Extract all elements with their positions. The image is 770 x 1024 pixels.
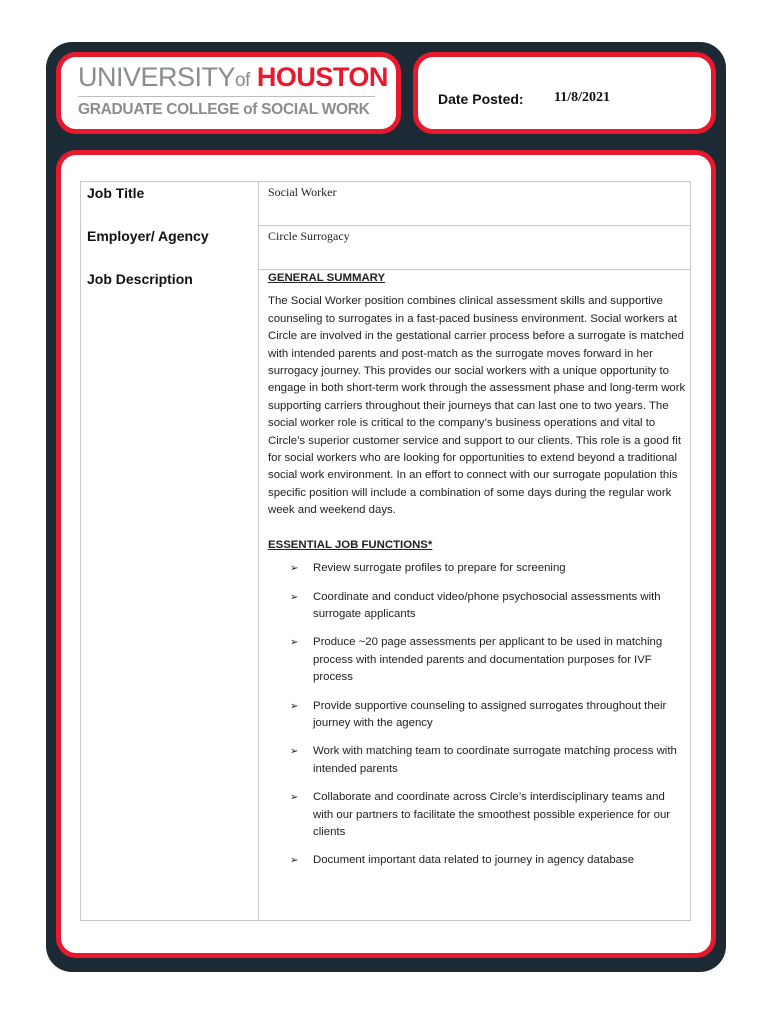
date-posted-value: 11/8/2021 <box>554 90 611 105</box>
list-item: ➢ Work with matching team to coordinate surrogate matching process with intended parents <box>290 745 677 775</box>
row-divider <box>258 225 690 226</box>
logo-university-text: UNIVERSITY <box>78 62 236 92</box>
essential-functions-heading: ESSENTIAL JOB FUNCTIONS* <box>268 538 433 551</box>
arrow-bullet-icon: ➢ <box>290 563 299 575</box>
column-divider <box>258 182 259 920</box>
job-title-value: Social Worker <box>268 185 337 199</box>
job-description-label: Job Description <box>87 271 193 287</box>
arrow-bullet-icon: ➢ <box>290 591 299 603</box>
list-item: ➢ Coordinate and conduct video/phone psychosocial assessments with surrogate applicants <box>290 590 661 620</box>
arrow-bullet-icon: ➢ <box>290 792 299 804</box>
logo-houston-text: HOUSTON <box>256 62 388 92</box>
university-logo <box>56 52 401 134</box>
general-summary-text: The Social Worker position combines clinical assessment skills and supportive counseling to surrogates in a fast-paced business environment. Social workers at Circle are involved in the gestational carrier process before a surrogate is matched with intended parents and post-match as the surrogate moves forward in her surrogacy journey. This provides our social workers with a unique opportunity to engage in both short-term work through the assessment phase and long-term work supporting carriers throughout their journeys that can last one to two years. The social worker role is critical to the company’s business operations and vital to Circle’s superior customer service and support to our clients. This role is a good fit for social workers who are looking for opportunities to extend beyond a traditional social work environment. In an effort to connect with our surrogate population this specific position will include a combination of some days during the regular work week and weekend days. <box>268 295 686 517</box>
arrow-bullet-icon: ➢ <box>290 746 299 758</box>
logo-wordmark <box>78 62 388 96</box>
date-panel <box>413 52 716 134</box>
list-item: ➢ Review surrogate profiles to prepare for screening <box>268 560 688 577</box>
arrow-bullet-icon: ➢ <box>290 637 299 649</box>
list-item: ➢ Document important data related to journey in agency database <box>268 852 688 869</box>
job-description <box>268 270 688 881</box>
logo-college-text: GRADUATE COLLEGE of SOCIAL WORK <box>78 101 370 118</box>
general-summary-heading: GENERAL SUMMARY <box>268 272 386 284</box>
essential-functions-list <box>268 560 688 870</box>
list-item: ➢ Provide supportive counseling to assigned surrogates throughout their journey with the agency <box>290 699 667 729</box>
logo-divider <box>78 96 375 97</box>
arrow-bullet-icon: ➢ <box>290 700 299 712</box>
employer-label: Employer/ Agency <box>87 228 209 244</box>
job-title-label: Job Title <box>87 185 145 201</box>
list-item: ➢ Produce ~20 page assessments per applicant to be used in matching process with intended parents and documentation purposes for IVF process <box>290 636 663 684</box>
date-posted-label: Date Posted: <box>438 91 524 107</box>
job-details-table <box>80 181 691 921</box>
logo-of-text: of <box>235 70 250 91</box>
employer-value: Circle Surrogacy <box>268 229 350 243</box>
list-item: ➢ Collaborate and coordinate across Circle’s interdisciplinary teams and with our partners to facilitate the smoothest possible experience for our clients <box>290 791 671 838</box>
arrow-bullet-icon: ➢ <box>290 855 299 867</box>
